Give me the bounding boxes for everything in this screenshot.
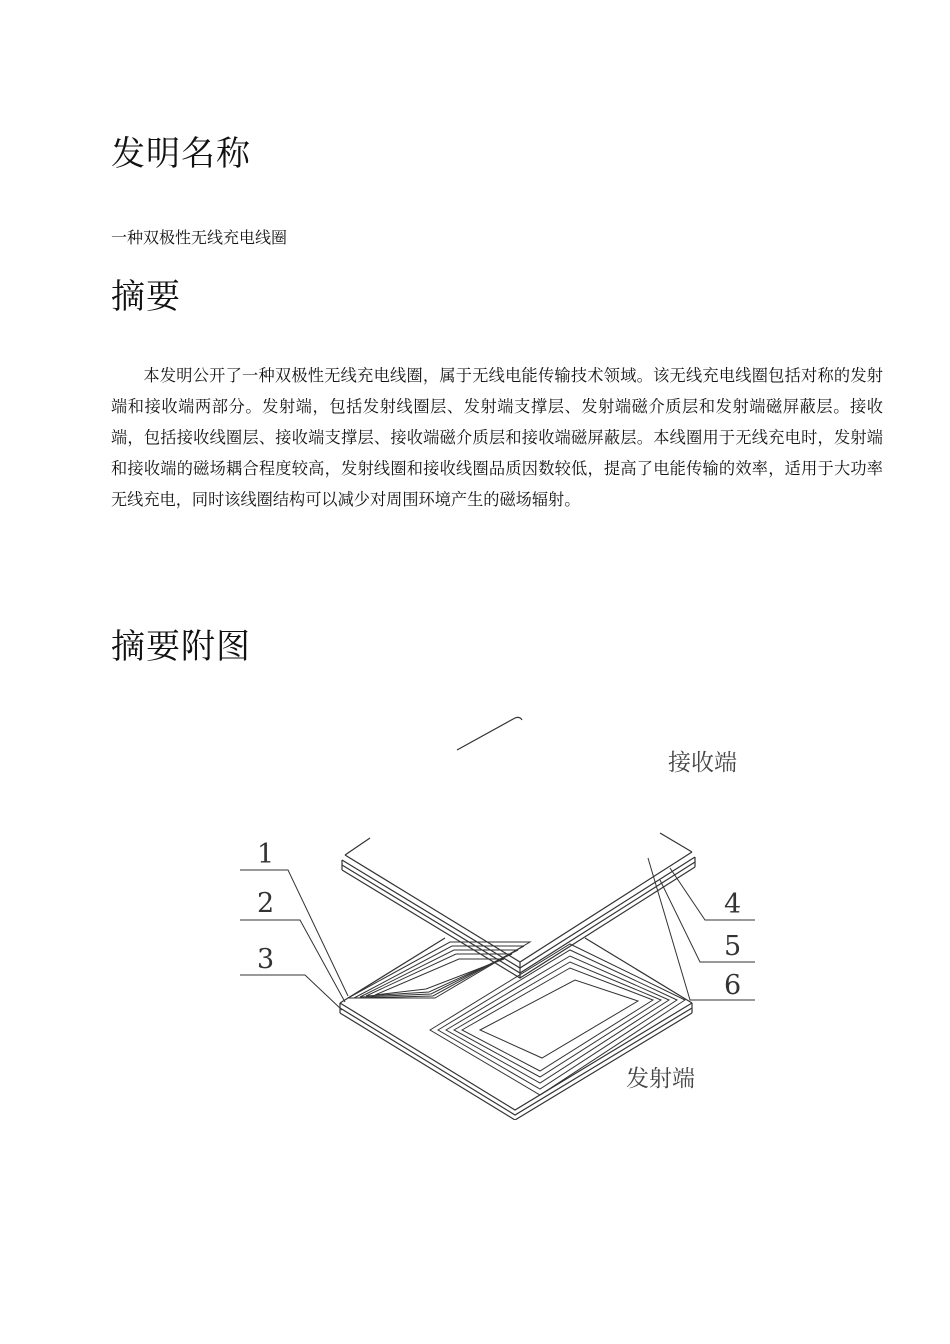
transmitter-label: 发射端	[626, 1066, 695, 1092]
stray-line	[457, 717, 522, 750]
coil-diagram	[230, 700, 770, 1120]
part-number-3: 3	[257, 944, 275, 975]
receiver-plates	[342, 833, 695, 978]
receiver-label: 接收端	[668, 750, 737, 776]
part-number-2: 2	[257, 888, 275, 919]
part-number-5: 5	[724, 931, 742, 962]
figure-heading: 摘要附图	[111, 627, 251, 667]
invention-name: 一种双极性无线充电线圈	[111, 228, 288, 247]
part-number-1: 1	[257, 839, 275, 870]
abstract-text: 本发明公开了一种双极性无线充电线圈，属于无线电能传输技术领域。该无线充电线圈包括对称的发射端和接收端两部分。发射端，包括发射线圈层、发射端支撑层、发射端磁介质层和发射端磁屏蔽层。接收端，包括接收线圈层、接收端支撑层、接收端磁介质层和接收端磁屏蔽层。本线圈用于无线充电时，发射端和接收端的磁场耦合程度较高，发射线圈和接收线圈品质因数较低，提高了电能传输的效率，适用于大功率无线充电，同时该线圈结构可以减少对周围环境产生的磁场辐射。	[111, 366, 883, 509]
part-number-6: 6	[724, 970, 742, 1001]
invention-name-heading: 发明名称	[111, 134, 251, 174]
abstract-figure	[230, 700, 770, 1120]
part-number-4: 4	[724, 889, 742, 920]
abstract-heading: 摘要	[111, 277, 181, 317]
leader-lines	[240, 858, 755, 1010]
